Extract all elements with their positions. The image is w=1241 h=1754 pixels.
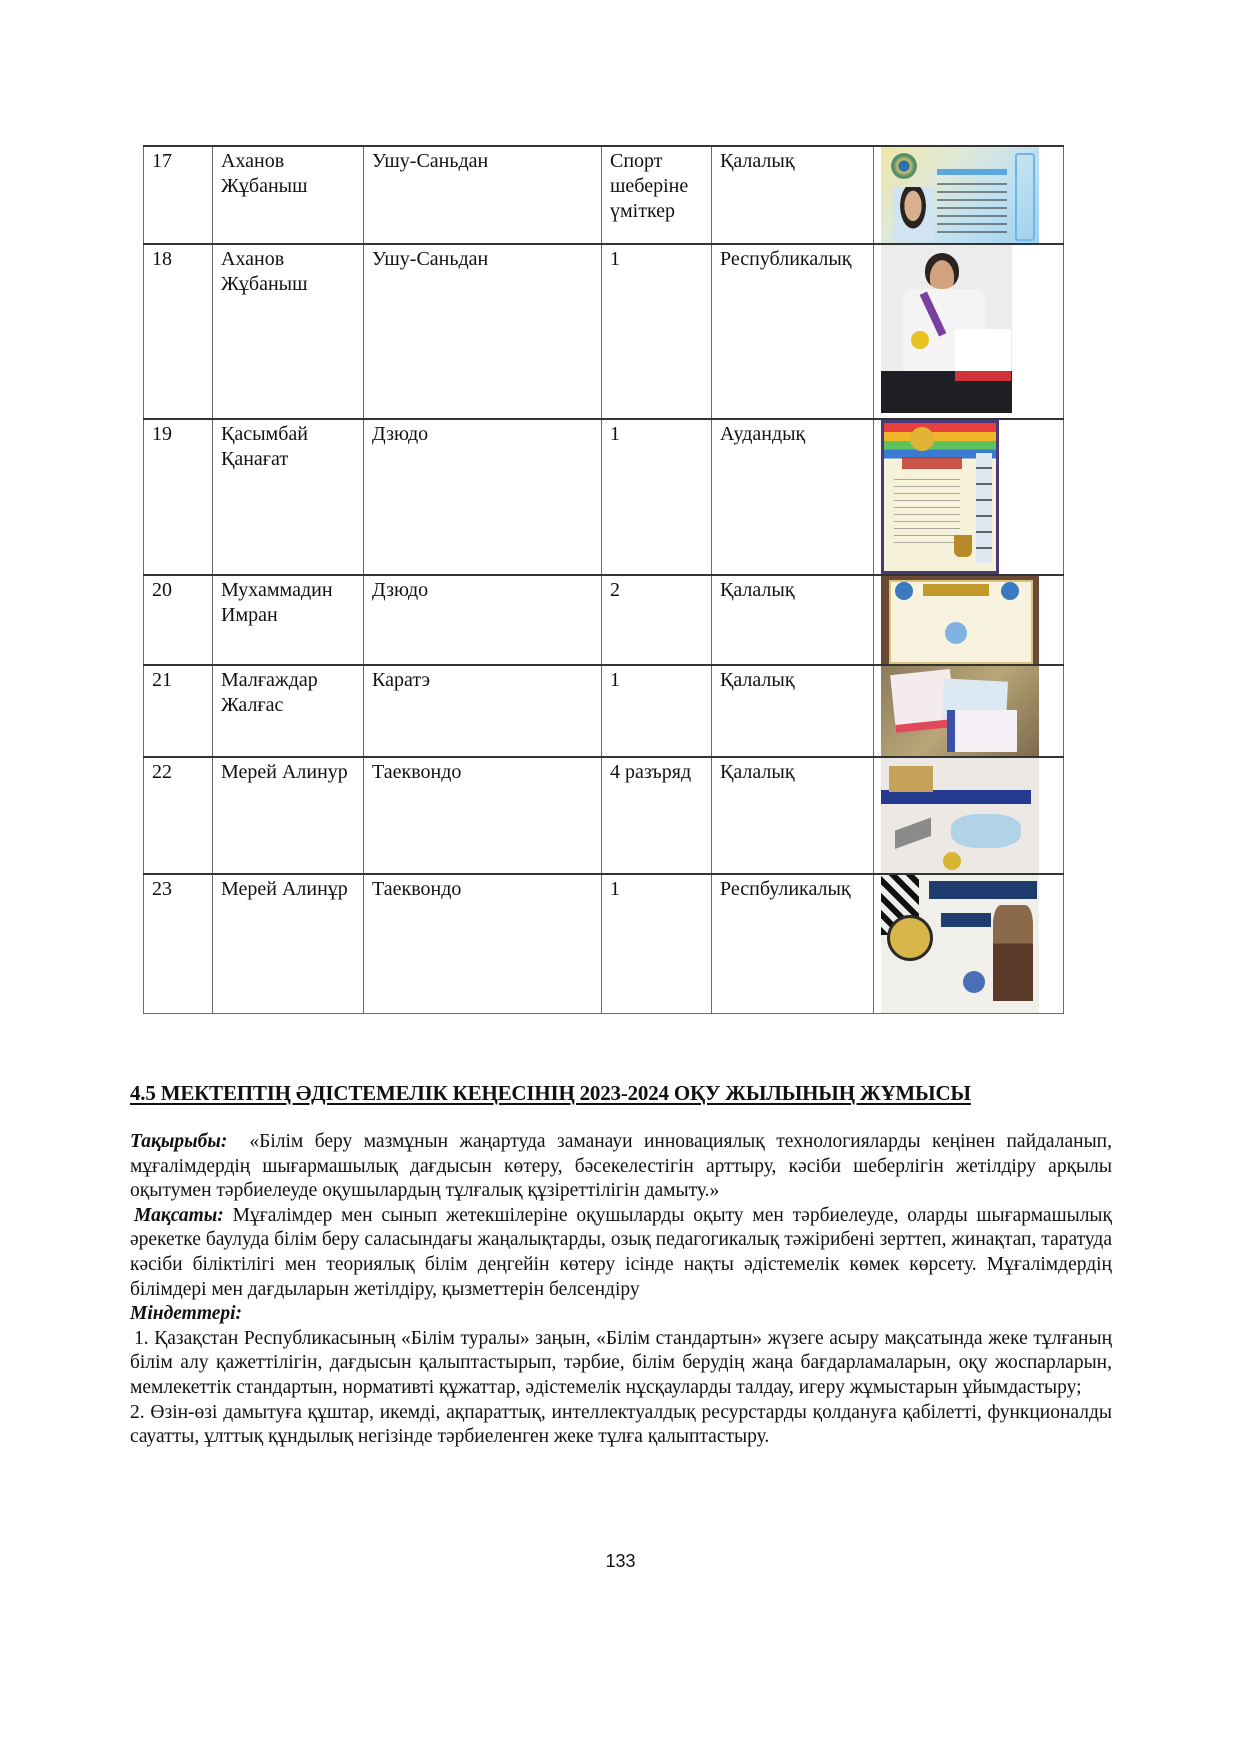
section-body (130, 1130, 1112, 1450)
image-cell (874, 757, 1064, 874)
table-row (144, 757, 1064, 874)
image-cell (874, 874, 1064, 1014)
row-number: 21 (144, 665, 213, 757)
image-cell (874, 244, 1064, 419)
rank: 1 (602, 244, 712, 419)
goal-text: Мұғалімдер мен сынып жетекшілеріне оқушыларды оқыту мен тәрбиелеуде, оларды шығармашылық әрекетке баулуда білім беру саласындағы жаңалықтарды, озық педагогикалық тәжірибені зерттеп, жинақтап, таратуда кәсіби біліктілігі мен теориялық білім деңгейін көтеру ісінде нақты әдістемелік көмек көрсету. Мұғалімдердің білімдері мен дағдыларын жетілдіру, қызметтерін белсендіру (130, 1204, 1113, 1300)
table-row (144, 146, 1064, 244)
competition-level: Қалалық (712, 146, 874, 244)
row-number: 23 (144, 874, 213, 1014)
rank: 4 разъряд (602, 757, 712, 874)
sport: Таеквондо (364, 757, 602, 874)
row-number: 19 (144, 419, 213, 575)
karate-certificates-photo (881, 666, 1039, 756)
topic-paragraph (130, 1130, 1112, 1204)
sport: Ушу-Саньдан (364, 244, 602, 419)
competition-level: Респбуликалық (712, 874, 874, 1014)
task-item: 2. Өзін-өзі дамытуға құштар, икемді, ақпараттық, интеллектуалдық ресурстарды қолдануға қабілетті, функционалды сауатты, ұлттық құндылық негізінде тәрбиеленген жеке тұлға қалыптастыру. (130, 1401, 1112, 1448)
medal-icon (911, 331, 929, 349)
topic-text: «Білім беру мазмұнын жаңартуда заманауи инновациялық технологияларды кеңінен пайдаланып, мұғалімдердің шығармашылық дағдысын көтеру, бәсекелестігін арттыру, кәсіби шеберлігін жетілдіру арқылы оқытумен тәрбиелеуде оқушылардың тұлғалық құзіреттілігін дамыту.» (130, 1131, 1112, 1202)
seal-icon (943, 852, 961, 870)
image-cell (874, 419, 1064, 575)
page-number: 133 (605, 1551, 636, 1571)
sport: Каратэ (364, 665, 602, 757)
diplom-with-medal-photo (881, 875, 1039, 1013)
maqtau-gramota-photo (881, 420, 999, 574)
competition-level: Қалалық (712, 757, 874, 874)
emblem-icon (895, 582, 913, 600)
rank: 2 (602, 575, 712, 665)
task-item: 1. Қазақстан Республикасының «Білім туралы» заңын, «Білім стандартын» жүзеге асыру мақсатында жеке тұлғаның білім алу қажеттілігін, дағдысын қалыптастырып, тәрбие, білім берудің жаңа бағдарламаларын, оқу жоспарларын, мемлекеттік стандартын, нормативті құжаттар, әдістемелік нұсқауларды талдау, игеру жұмыстарын ұйымдастыру; (130, 1327, 1112, 1398)
table-row (144, 874, 1064, 1014)
tasks-label-paragraph (130, 1302, 1112, 1327)
image-cell (874, 575, 1064, 665)
rank: 1 (602, 874, 712, 1014)
table-row (144, 419, 1064, 575)
student-name: Мерей Алинұр (213, 874, 364, 1014)
rank: 1 (602, 419, 712, 575)
student-name: Мерей Алинур (213, 757, 364, 874)
stamp-icon (945, 622, 967, 644)
student-name: Малғаждар Жалғас (213, 665, 364, 757)
competition-level: Қалалық (712, 575, 874, 665)
competition-level: Қалалық (712, 665, 874, 757)
emblem-icon (891, 153, 917, 179)
competition-level: Республикалық (712, 244, 874, 419)
competition-level: Аудандық (712, 419, 874, 575)
rank: Спорт шеберіне үміткер (602, 146, 712, 244)
image-cell (874, 146, 1064, 244)
sport: Дзюдо (364, 575, 602, 665)
goal-paragraph (130, 1204, 1112, 1302)
trophy-icon (954, 535, 972, 557)
goal-label: Мақсаты: (134, 1204, 224, 1226)
emblem-icon (1001, 582, 1019, 600)
student-name: Аханов Жұбаныш (213, 244, 364, 419)
row-number: 18 (144, 244, 213, 419)
rank: 1 (602, 665, 712, 757)
topic-label: Тақырыбы: (130, 1131, 228, 1152)
student-name: Аханов Жұбаныш (213, 146, 364, 244)
student-name: Мухаммадин Имран (213, 575, 364, 665)
sport: Ушу-Саньдан (364, 146, 602, 244)
sport: Дзюдо (364, 419, 602, 575)
diplom-photo (881, 576, 1039, 664)
row-number: 22 (144, 757, 213, 874)
stamp-icon (963, 971, 985, 993)
sertifikat-photo (881, 758, 1039, 873)
id-card-photo (881, 147, 1039, 243)
tasks-label: Міндеттері: (130, 1303, 243, 1325)
table-row (144, 244, 1064, 419)
image-cell (874, 665, 1064, 757)
student-name: Қасымбай Қанағат (213, 419, 364, 575)
sport: Таеквондо (364, 874, 602, 1014)
table-row (144, 575, 1064, 665)
medal-icon (887, 915, 933, 961)
row-number: 17 (144, 146, 213, 244)
row-number: 20 (144, 575, 213, 665)
section-heading: 4.5 МЕКТЕПТІҢ ӘДІСТЕМЕЛІК КЕҢЕСІНІҢ 2023-2024 ОҚУ ЖЫЛЫНЫҢ ЖҰМЫСЫ (130, 1081, 971, 1105)
boy-with-medal-photo (881, 245, 1012, 413)
student-awards-table (143, 145, 1064, 1014)
table-row (144, 665, 1064, 757)
